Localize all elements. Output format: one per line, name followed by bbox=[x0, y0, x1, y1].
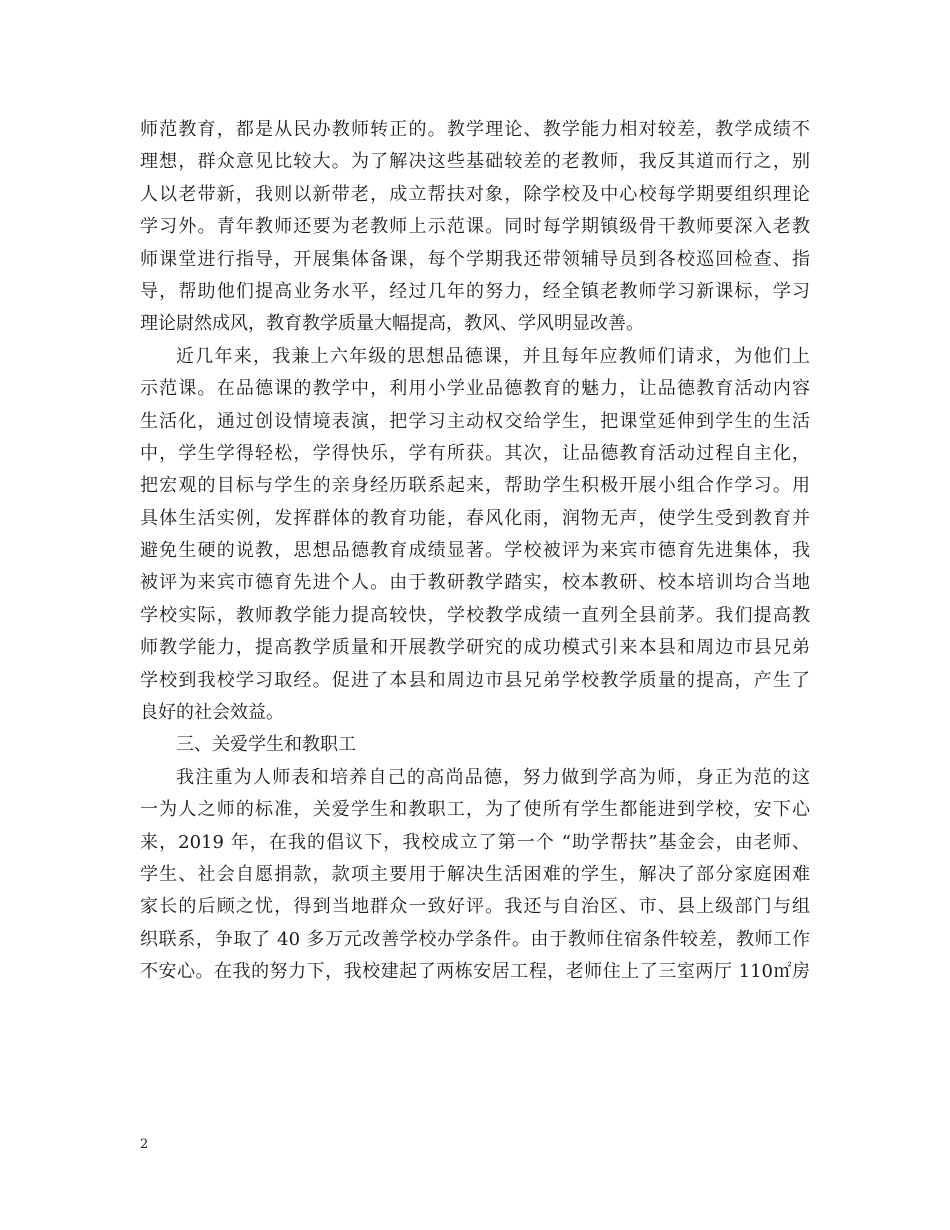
text-line: 一为人之师的标准，关爱学生和教职工，为了使所有学生都能进到学校，安下心 bbox=[140, 799, 810, 821]
text-line: 学习外。青年教师还要为老教师上示范课。同时每学期镇级骨干教师要深入老教 bbox=[140, 216, 810, 238]
text-line: 师课堂进行指导，开展集体备课，每个学期我还带领辅导员到各校巡回检查、指 bbox=[140, 248, 810, 270]
text-line: 人以老带新，我则以新带老，成立帮扶对象，除学校及中心校每学期要组织理论 bbox=[140, 183, 810, 205]
text-line: 不安心。在我的努力下，我校建起了两栋安居工程，老师住上了三室两厅 110㎡房 bbox=[140, 961, 810, 983]
text-line: 织联系，争取了 40 多万元改善学校办学条件。由于教师住宿条件较差，教师工作 bbox=[140, 928, 810, 950]
text-line: 来，2019 年，在我的倡议下，我校成立了第一个 “助学帮扶”基金会，由老师、 bbox=[140, 831, 810, 853]
text-line: 学校到我校学习取经。促进了本县和周边市县兄弟学校教学质量的提高，产生了 bbox=[140, 669, 810, 691]
text-line: 导，帮助他们提高业务水平，经过几年的努力，经全镇老教师学习新课标，学习 bbox=[140, 280, 810, 302]
text-line: 师范教育，都是从民办教师转正的。教学理论、教学能力相对较差，教学成绩不 bbox=[140, 119, 810, 140]
text-line: 我注重为人师表和培养自己的高尚品德，努力做到学高为师，身正为范的这 bbox=[176, 766, 810, 788]
text-line: 理想，群众意见比较大。为了解决这些基础较差的老教师，我反其道而行之，别 bbox=[140, 151, 810, 173]
text-line: 师教学能力，提高教学质量和开展教学研究的成功模式引来本县和周边市县兄弟 bbox=[140, 637, 810, 659]
body-text bbox=[140, 114, 810, 989]
text-line: 避免生硬的说教，思想品德教育成绩显著。学校被评为来宾市德育先进集体，我 bbox=[140, 540, 810, 562]
text-line: 理论尉然成风，教育教学质量大幅提高，教风、学风明显改善。 bbox=[140, 313, 644, 335]
page-number: 2 bbox=[140, 1137, 149, 1152]
text-line: 近几年来，我兼上六年级的思想品德课，并且每年应教师们请求，为他们上 bbox=[176, 345, 810, 367]
text-line: 学校实际，教师教学能力提高较快，学校教学成绩一直列全县前茅。我们提高教 bbox=[140, 604, 810, 626]
text-line: 把宏观的目标与学生的亲身经历联系起来，帮助学生积极开展小组合作学习。用 bbox=[140, 475, 810, 497]
text-line: 家长的后顾之忧，得到当地群众一致好评。我还与自治区、市、县上级部门与组 bbox=[140, 896, 810, 918]
text-line: 具体生活实例，发挥群体的教育功能，春风化雨，润物无声，使学生受到教育并 bbox=[140, 507, 810, 529]
text-line: 生活化，通过创设情境表演，把学习主动权交给学生，把课堂延伸到学生的生活 bbox=[140, 410, 810, 432]
text-line: 良好的社会效益。 bbox=[140, 702, 284, 724]
text-line: 示范课。在品德课的教学中，利用小学业品德教育的魅力，让品德教育活动内容 bbox=[140, 378, 810, 400]
text-line: 被评为来宾市德育先进个人。由于教研教学踏实，校本教研、校本培训均合当地 bbox=[140, 572, 810, 594]
text-line: 三、关爱学生和教职工 bbox=[176, 734, 356, 756]
text-line: 学生、社会自愿捐款，款项主要用于解决生活困难的学生，解决了部分家庭困难 bbox=[140, 863, 810, 885]
text-line: 中，学生学得轻松，学得快乐，学有所获。其次，让品德教育活动过程自主化， bbox=[140, 442, 810, 464]
